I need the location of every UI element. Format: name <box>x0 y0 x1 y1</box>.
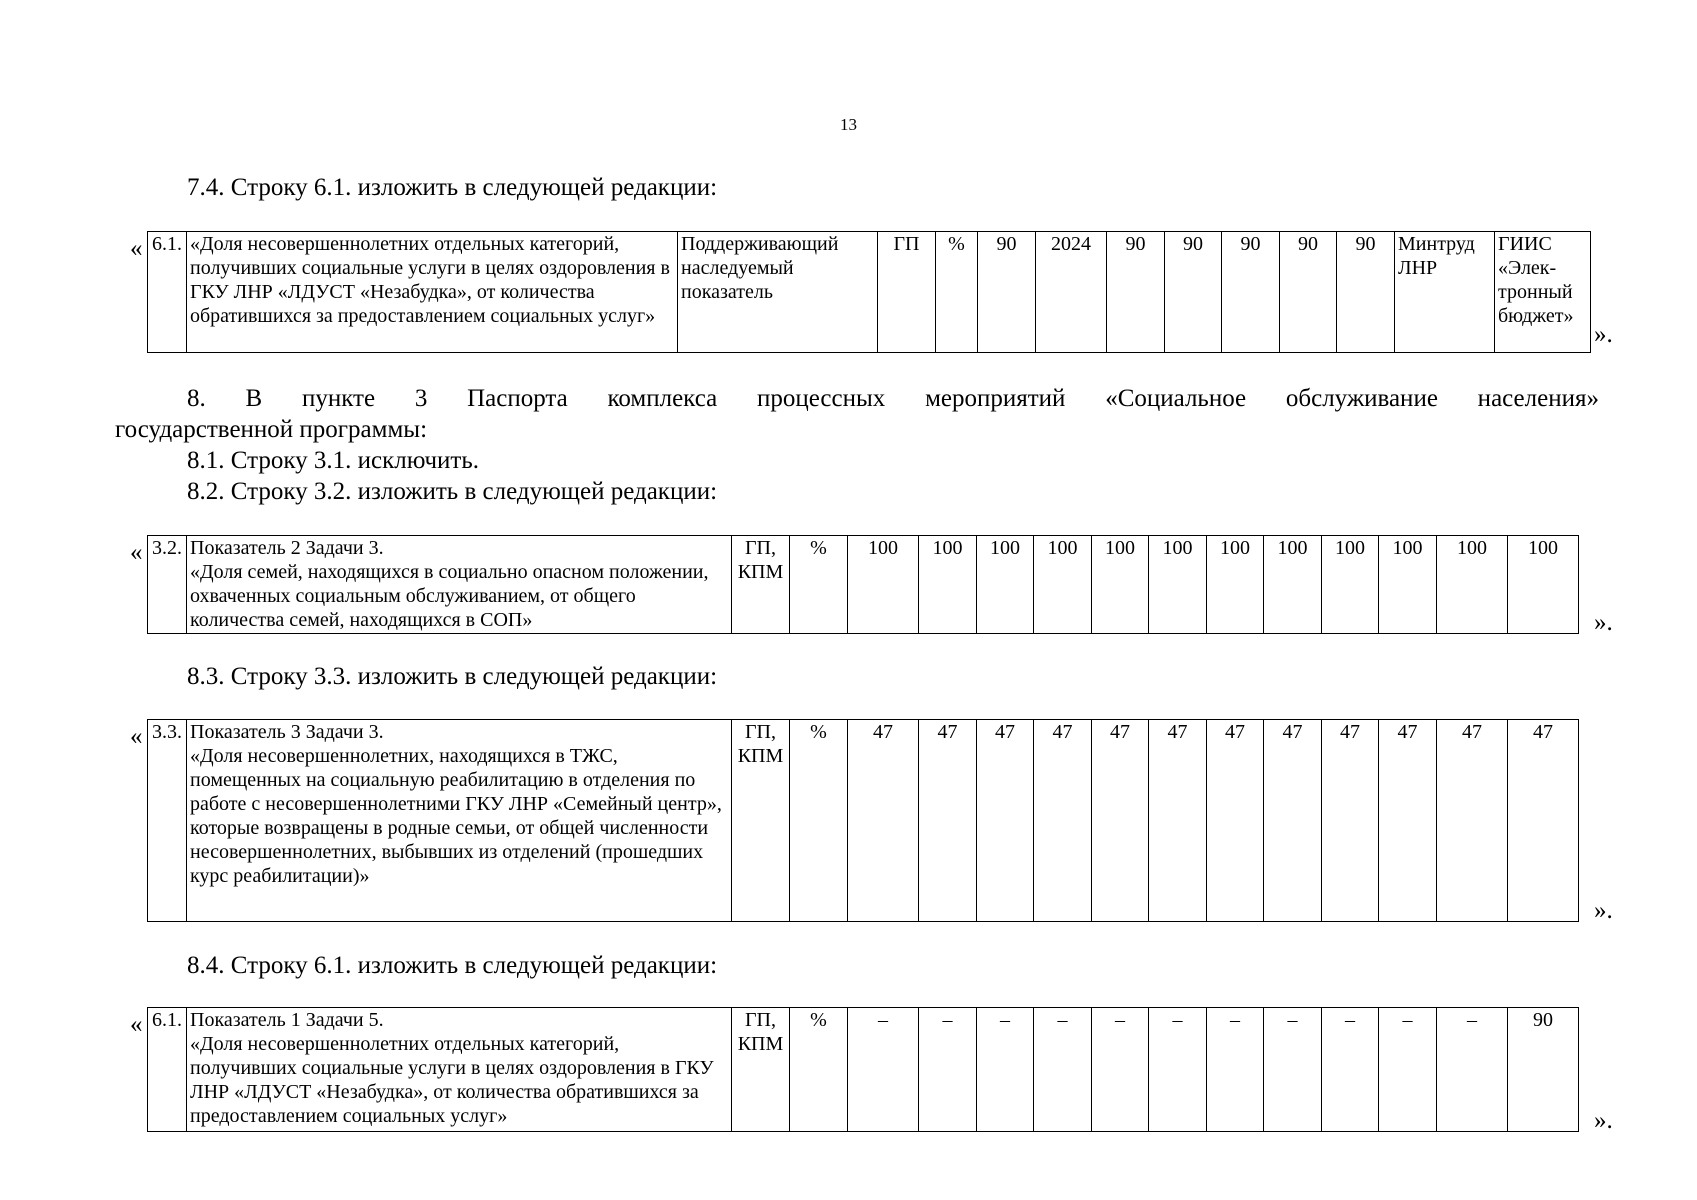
quote-close-6-1: ». <box>1594 1107 1613 1134</box>
item-8-4: 8.4. Строку 6.1. изложить в следующей редакции: <box>187 952 718 979</box>
quote-open-3-2: « <box>130 539 143 566</box>
row-number: 6.1. <box>148 232 187 353</box>
value-cell: – <box>848 1008 919 1132</box>
value-cell: 47 <box>1379 720 1437 922</box>
level-cell: ГП, КПМ <box>732 536 790 634</box>
table-row-3-2 <box>147 535 1651 634</box>
value-cell: – <box>1264 1008 1322 1132</box>
info-system-cell: ГИИС «Элек-тронный бюджет» <box>1495 232 1591 353</box>
row-number: 6.1. <box>148 1008 187 1132</box>
paragraph-8-line1: 8. В пункте 3 Паспорта комплекса процессных мероприятий «Социальное обслуживание населения» <box>187 385 1599 412</box>
level-cell: ГП <box>878 232 936 353</box>
heading-7-4: 7.4. Строку 6.1. изложить в следующей редакции: <box>187 174 718 201</box>
indicator-type: Поддерживающий наследуемый показатель <box>678 232 878 353</box>
value-cell: 47 <box>977 720 1034 922</box>
value-cell: 47 <box>1437 720 1508 922</box>
table-row-3-3 <box>147 719 1651 922</box>
base-year-cell: 2024 <box>1036 232 1107 353</box>
value-cell: 100 <box>919 536 977 634</box>
quote-open-3-3: « <box>130 723 143 750</box>
quote-open-6-1: « <box>130 1011 143 1038</box>
value-cell: 100 <box>1379 536 1437 634</box>
value-cell: 47 <box>1149 720 1207 922</box>
value-cell: 100 <box>1034 536 1092 634</box>
item-8-3: 8.3. Строку 3.3. изложить в следующей редакции: <box>187 663 718 690</box>
unit-cell: % <box>936 232 978 353</box>
value-cell: 100 <box>1437 536 1508 634</box>
value-cell: – <box>1437 1008 1508 1132</box>
value-cell: 47 <box>848 720 919 922</box>
row-number: 3.2. <box>148 536 187 634</box>
indicator-description: «Доля семей, находящихся в социально опасном положении, охваченных социальным обслуживанием, от общего количества семей, находящихся в СОП» <box>190 561 709 631</box>
paragraph-8-line2: государственной программы: <box>115 416 428 443</box>
value-cell: 100 <box>1322 536 1379 634</box>
value-cell: – <box>1092 1008 1149 1132</box>
indicator-label: Показатель 1 Задачи 5. <box>190 1009 384 1031</box>
value-cell: 47 <box>1207 720 1264 922</box>
value-cell: – <box>1322 1008 1379 1132</box>
table-row-6-1-v1 <box>147 231 1591 353</box>
item-8-2: 8.2. Строку 3.2. изложить в следующей редакции: <box>187 478 718 505</box>
value-cell: – <box>1149 1008 1207 1132</box>
value-cell: 90 <box>1337 232 1395 353</box>
value-cell: 47 <box>1092 720 1149 922</box>
unit-cell: % <box>790 536 848 634</box>
value-cell: 100 <box>977 536 1034 634</box>
value-cell: 100 <box>1508 536 1579 634</box>
quote-close-3-3: ». <box>1594 897 1613 924</box>
value-cell: 90 <box>1222 232 1280 353</box>
indicator-label: Показатель 2 Задачи 3. <box>190 537 384 559</box>
paragraph-8 <box>115 383 1599 445</box>
indicator-name <box>187 536 732 634</box>
value-cell: 47 <box>1034 720 1092 922</box>
level-cell: ГП, КПМ <box>732 720 790 922</box>
table-row <box>148 720 1651 922</box>
value-cell: 100 <box>1149 536 1207 634</box>
item-8-1: 8.1. Строку 3.1. исключить. <box>187 447 479 474</box>
indicator-description: «Доля несовершеннолетних отдельных категорий, получивших социальные услуги в целях оздоровления в ГКУ ЛНР «ЛДУСТ «Незабудка», от количества обратившихся за предоставлением социальных услуг» <box>190 1033 714 1127</box>
quote-close-3-2: ». <box>1594 609 1613 636</box>
table-row <box>148 232 1591 353</box>
indicator-name <box>187 720 732 922</box>
value-cell: 100 <box>1264 536 1322 634</box>
value-cell: 100 <box>1207 536 1264 634</box>
value-cell: 47 <box>1264 720 1322 922</box>
indicator-name: «Доля несовершеннолетних отдельных категорий, получивших социальные услуги в целях оздоровления в ГКУ ЛНР «ЛДУСТ «Незабудка», от количества обратившихся за предоставлением социальных услуг» <box>187 232 678 353</box>
base-value-cell: 90 <box>978 232 1036 353</box>
indicator-description: «Доля несовершеннолетних, находящихся в ТЖС, помещенных на социальную реабилитацию в отделения по работе с несовершеннолетними ГКУ ЛНР «Семейный центр», которые возвращены в родные семьи, от общей численности несовершеннолетних, выбывших из отделений (прошедших курс реабилитации)» <box>190 745 722 887</box>
value-cell: 90 <box>1280 232 1337 353</box>
unit-cell: % <box>790 1008 848 1132</box>
value-cell: – <box>919 1008 977 1132</box>
value-cell: – <box>1207 1008 1264 1132</box>
table-row-6-1-v2 <box>147 1007 1651 1132</box>
value-cell: – <box>1034 1008 1092 1132</box>
value-cell: 47 <box>1508 720 1579 922</box>
table-row <box>148 536 1651 634</box>
row-number: 3.3. <box>148 720 187 922</box>
table-row <box>148 1008 1651 1132</box>
responsible-cell: Минтруд ЛНР <box>1395 232 1495 353</box>
quote-close-7-4: ». <box>1594 321 1613 348</box>
indicator-label: Показатель 3 Задачи 3. <box>190 721 384 743</box>
value-cell: – <box>977 1008 1034 1132</box>
value-cell: 90 <box>1508 1008 1579 1132</box>
value-cell: – <box>1379 1008 1437 1132</box>
value-cell: 47 <box>1322 720 1379 922</box>
indicator-name <box>187 1008 732 1132</box>
value-cell: 100 <box>1092 536 1149 634</box>
value-cell: 90 <box>1107 232 1165 353</box>
unit-cell: % <box>790 720 848 922</box>
value-cell: 100 <box>848 536 919 634</box>
value-cell: 90 <box>1165 232 1222 353</box>
level-cell: ГП, КПМ <box>732 1008 790 1132</box>
quote-open-7-4: « <box>130 235 143 262</box>
page-number: 13 <box>840 115 857 134</box>
value-cell: 47 <box>919 720 977 922</box>
